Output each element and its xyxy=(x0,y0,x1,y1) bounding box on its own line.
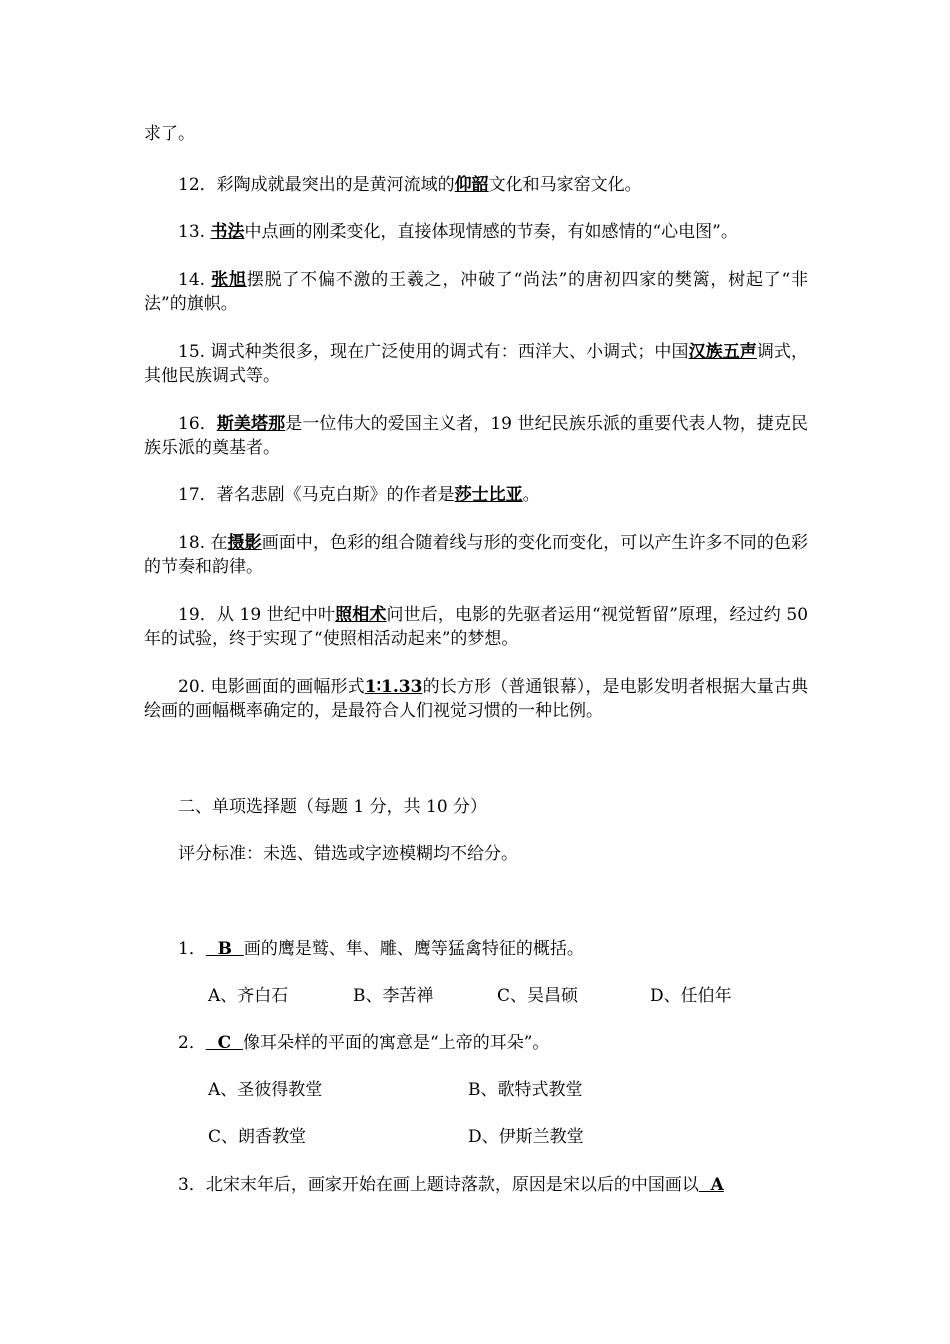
option-d: D、伊斯兰教堂 xyxy=(468,1127,584,1147)
question-1: 1． B 画的鹰是鹫、隼、雕、鹰等猛禽特征的概括。 xyxy=(178,939,584,959)
option-c: C、朗香教堂 xyxy=(208,1127,307,1147)
question-2-options-row2 xyxy=(208,1125,808,1149)
question-2-options-row1 xyxy=(208,1078,808,1102)
answer-13: 书法 xyxy=(210,222,245,242)
item-20: 20. 电影画面的画幅形式1∶1.33的长方形（普通银幕），是电影发明者根据大量古典绘画的画幅概率确定的，是最符合人们视觉习惯的一种比例。 xyxy=(144,677,808,721)
item-13: 13. 书法中点画的刚柔变化，直接体现情感的节奏，有如感情的“心电图”。 xyxy=(178,222,738,242)
option-b: B、歌特式教堂 xyxy=(468,1080,583,1100)
answer-q1: B xyxy=(205,939,244,959)
answer-15: 汉族五声 xyxy=(688,342,757,362)
paragraph-continuation: 求了。 xyxy=(144,124,195,144)
answer-12: 仰韶 xyxy=(454,175,489,195)
item-17: 17．著名悲剧《马克白斯》的作者是莎士比亚。 xyxy=(178,485,540,505)
scoring-criteria: 评分标准：未选、错选或字迹模糊均不给分。 xyxy=(178,844,518,864)
option-a: A、齐白石 xyxy=(208,986,289,1006)
answer-16: 斯美塔那 xyxy=(216,414,286,434)
section-title: 二、单项选择题（每题 1 分，共 10 分） xyxy=(178,797,488,817)
option-a: A、圣彼得教堂 xyxy=(208,1080,323,1100)
option-b: B、李苦禅 xyxy=(353,986,434,1006)
item-15: 15. 调式种类很多，现在广泛使用的调式有：西洋大、小调式；中国汉族五声调式，其他民族调式等。 xyxy=(144,342,809,386)
item-19: 19．从 19 世纪中叶照相术问世后，电影的先驱者运用“视觉暂留”原理，经过约 50 年的试验，终于实现了“使照相活动起来”的梦想。 xyxy=(144,605,809,649)
answer-19: 照相术 xyxy=(335,605,387,625)
item-18: 18. 在摄影画面中，色彩的组合随着线与形的变化而变化，可以产生许多不同的色彩的节奏和韵律。 xyxy=(144,533,809,577)
answer-q3: A xyxy=(698,1175,724,1195)
answer-20: 1∶1.33 xyxy=(364,677,423,697)
option-d: D、任伯年 xyxy=(650,986,732,1006)
answer-18: 摄影 xyxy=(227,533,262,553)
question-2: 2． C 像耳朵样的平面的寓意是“上帝的耳朵”。 xyxy=(178,1033,550,1053)
item-16: 16．斯美塔那是一位伟大的爱国主义者，19 世纪民族乐派的重要代表人物，捷克民族乐派的奠基者。 xyxy=(144,414,808,458)
option-c: C、吴昌硕 xyxy=(497,986,579,1006)
answer-q2: C xyxy=(205,1033,244,1053)
item-12: 12．彩陶成就最突出的是黄河流域的仰韶文化和马家窑文化。 xyxy=(178,175,642,195)
item-14: 14. 张旭摆脱了不偏不激的王羲之，冲破了“尚法”的唐初四家的樊篱，树起了“非法”的旗帜。 xyxy=(144,270,808,314)
answer-14: 张旭 xyxy=(211,270,247,290)
question-3: 3．北宋末年后，画家开始在画上题诗落款，原因是宋以后的中国画以 A xyxy=(178,1175,724,1195)
answer-17: 莎士比亚 xyxy=(454,485,523,505)
question-1-options xyxy=(208,984,808,1008)
